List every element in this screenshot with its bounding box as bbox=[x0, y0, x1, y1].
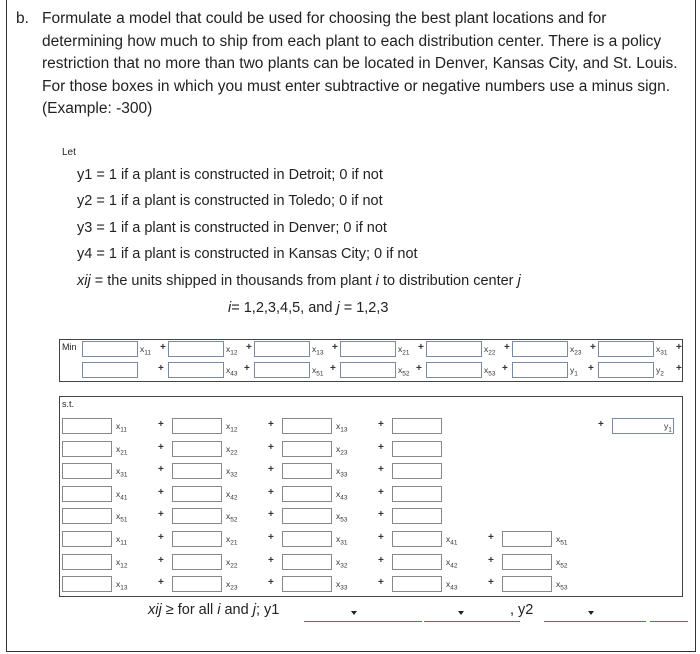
objective-coef-input-x52[interactable] bbox=[340, 362, 396, 378]
plus-sign: + bbox=[418, 342, 424, 353]
constraint-coef-input-5-x51[interactable] bbox=[62, 508, 112, 524]
constraint-coef-input-3-x31[interactable] bbox=[62, 463, 112, 479]
plus-sign: + bbox=[246, 342, 252, 353]
constraint-extra-input-2[interactable] bbox=[392, 441, 442, 457]
constraint-var-x13: $x_{13}$ bbox=[336, 421, 348, 434]
plus-sign: + bbox=[488, 577, 494, 589]
constraint-coef-input-7-x52[interactable] bbox=[502, 554, 552, 570]
grid-line bbox=[59, 339, 683, 340]
plus-sign: + bbox=[676, 363, 682, 374]
plus-sign: + bbox=[504, 342, 510, 353]
objective-var-x12: $x_{12}$ bbox=[226, 344, 238, 357]
objective-var-x53: $x_{53}$ bbox=[484, 365, 496, 378]
plus-sign: + bbox=[488, 532, 494, 543]
grid-line bbox=[59, 396, 683, 397]
constraint-coef-input-6-x51[interactable] bbox=[502, 531, 552, 547]
constraint-coef-input-8-x13[interactable] bbox=[62, 576, 112, 592]
objective-var-y2: $y_2$ bbox=[656, 365, 664, 378]
constraint-coef-input-5-x52[interactable] bbox=[172, 508, 222, 524]
definition-y4: y4 = 1 if a plant is constructed in Kansas City; 0 if not bbox=[77, 246, 418, 262]
objective-var-x23: $x_{23}$ bbox=[570, 344, 582, 357]
constraint-var-x31: $x_{31}$ bbox=[116, 466, 128, 479]
constraint-coef-input-3-x33[interactable] bbox=[282, 463, 332, 479]
plus-sign: + bbox=[378, 441, 384, 453]
constraint-var-y1: $y_1$ bbox=[664, 421, 672, 434]
plus-sign: + bbox=[598, 419, 604, 430]
plus-sign: + bbox=[378, 509, 384, 521]
objective-var-x43: $x_{43}$ bbox=[226, 365, 238, 378]
definition-xij: xij = the units shipped in thousands from plant i to distribution center j bbox=[77, 273, 521, 289]
objective-var-x21: $x_{21}$ bbox=[398, 344, 410, 357]
y1-sign-dropdown[interactable] bbox=[424, 604, 520, 622]
plus-sign: + bbox=[268, 486, 274, 498]
objective-var-x22: $x_{22}$ bbox=[484, 344, 496, 357]
constraint-coef-input-5-x53[interactable] bbox=[282, 508, 332, 524]
chevron-down-icon bbox=[458, 611, 464, 615]
constraint-var-x21: $x_{21}$ bbox=[226, 534, 238, 547]
constraint-var-x33: $x_{33}$ bbox=[336, 466, 348, 479]
constraint-var-x52: $x_{52}$ bbox=[556, 556, 568, 570]
plus-sign: + bbox=[378, 577, 384, 589]
objective-var-x11: $x_{11}$ bbox=[140, 344, 151, 357]
plus-sign: + bbox=[416, 363, 422, 374]
plus-sign: + bbox=[158, 532, 164, 543]
objective-coef-input-x22[interactable] bbox=[426, 341, 482, 357]
objective-var-x52: $x_{52}$ bbox=[398, 365, 410, 378]
grid-line bbox=[682, 339, 683, 382]
question-text: Formulate a model that could be used for choosing the best plant locations and for determining how much to ship from each plant to each distribution center. There is a policy restriction that no more than two plants can be located in Denver, Kansas City, and St. Louis. For those boxes in which you must enter subtractive or negative numbers use a minus sign. (Example: -300) bbox=[42, 10, 678, 117]
plus-sign: + bbox=[158, 441, 164, 453]
constraint-coef-input-2-x22[interactable] bbox=[172, 441, 222, 457]
y2-sign-dropdown[interactable] bbox=[544, 604, 646, 622]
objective-coef-input-x21[interactable] bbox=[340, 341, 396, 357]
constraint-extra-input-3[interactable] bbox=[392, 463, 442, 479]
plus-sign: + bbox=[158, 363, 164, 374]
constraint-var-x42: $x_{42}$ bbox=[226, 488, 238, 502]
objective-coef-input-x11[interactable] bbox=[82, 341, 138, 357]
objective-coef-input-x43[interactable] bbox=[168, 362, 224, 378]
constraint-coef-input-6-x31[interactable] bbox=[282, 531, 332, 547]
constraint-coef-input-6-x11[interactable] bbox=[62, 531, 112, 547]
objective-var-y1: $y_1$ bbox=[570, 365, 578, 378]
objective-var-x31: $x_{31}$ bbox=[656, 344, 668, 357]
constraint-coef-input-7-x32[interactable] bbox=[282, 554, 332, 570]
constraint-var-x22: $x_{22}$ bbox=[226, 556, 238, 570]
objective-coef-input-x51[interactable] bbox=[254, 362, 310, 378]
constraint-var-x53: $x_{53}$ bbox=[336, 511, 348, 525]
plus-sign: + bbox=[158, 486, 164, 498]
constraint-coef-input-4-x42[interactable] bbox=[172, 486, 222, 502]
constraint-extra-input-1[interactable] bbox=[392, 418, 442, 434]
index-ranges: i= 1,2,3,4,5, and j = 1,2,3 bbox=[228, 300, 389, 316]
plus-sign: + bbox=[268, 441, 274, 453]
objective-coef-input-y2[interactable] bbox=[598, 362, 654, 378]
plus-sign: + bbox=[330, 363, 336, 374]
grid-line bbox=[682, 396, 683, 597]
plus-sign: + bbox=[378, 554, 384, 566]
plus-sign: + bbox=[158, 554, 164, 566]
definition-y3: y3 = 1 if a plant is constructed in Denver; 0 if not bbox=[77, 220, 387, 236]
y3-sign-dropdown[interactable] bbox=[650, 604, 688, 622]
plus-sign: + bbox=[378, 419, 384, 430]
plus-sign: + bbox=[488, 554, 494, 566]
constraint-coef-input-8-x43[interactable] bbox=[392, 576, 442, 592]
definition-y2: y2 = 1 if a plant is constructed in Toledo; 0 if not bbox=[77, 193, 383, 209]
objective-coef-input-x13[interactable] bbox=[254, 341, 310, 357]
constraint-var-x23: $x_{23}$ bbox=[226, 579, 238, 592]
let-label: Let bbox=[62, 147, 76, 158]
grid-line bbox=[59, 596, 683, 597]
min-label: Min bbox=[62, 342, 77, 352]
plus-sign: + bbox=[268, 419, 274, 430]
constraint-var-x42: $x_{42}$ bbox=[446, 556, 458, 570]
constraint-var-x32: $x_{32}$ bbox=[226, 466, 238, 479]
constraint-coef-input-4-x41[interactable] bbox=[62, 486, 112, 502]
constraint-coef-input-8-x23[interactable] bbox=[172, 576, 222, 592]
constraint-coef-input-1-x12[interactable] bbox=[172, 418, 222, 434]
plus-sign: + bbox=[378, 464, 384, 476]
constraint-coef-input-4-x43[interactable] bbox=[282, 486, 332, 502]
constraint-var-x11: $x_{11}$ bbox=[116, 534, 127, 547]
grid-line bbox=[59, 339, 60, 382]
constraint-var-x51: $x_{51}$ bbox=[556, 534, 568, 547]
plus-sign: + bbox=[676, 342, 682, 353]
constraint-extra-input-5[interactable] bbox=[392, 508, 442, 524]
constraint-var-x21: $x_{21}$ bbox=[116, 443, 128, 457]
constraint-coef-input-7-x22[interactable] bbox=[172, 554, 222, 570]
constraint-var-x11: $x_{11}$ bbox=[116, 421, 127, 434]
objective-coef-input-x12[interactable] bbox=[168, 341, 224, 357]
objective-var-x51: $x_{51}$ bbox=[312, 365, 324, 378]
objective-coef-input-x23[interactable] bbox=[512, 341, 568, 357]
plus-sign: + bbox=[378, 532, 384, 543]
grid-line bbox=[59, 396, 60, 597]
constraint-coef-input-8-x53[interactable] bbox=[502, 576, 552, 592]
objective-coef-input-x31[interactable] bbox=[598, 341, 654, 357]
constraint-var-x43: $x_{43}$ bbox=[336, 488, 348, 502]
chevron-down-icon bbox=[351, 611, 357, 615]
constraint-coef-input-7-x12[interactable] bbox=[62, 554, 112, 570]
question-label: b. bbox=[16, 10, 29, 27]
constraint-coef-input-6-x41[interactable] bbox=[392, 531, 442, 547]
plus-sign: + bbox=[160, 342, 166, 353]
plus-sign: + bbox=[378, 486, 384, 498]
constraint-coef-input-8-x33[interactable] bbox=[282, 576, 332, 592]
plus-sign: + bbox=[244, 363, 250, 374]
plus-sign: + bbox=[588, 363, 594, 374]
plus-sign: + bbox=[268, 554, 274, 566]
plus-sign: + bbox=[158, 419, 164, 430]
plus-sign: + bbox=[332, 342, 338, 353]
objective-coef-input-row2-start[interactable] bbox=[82, 362, 138, 378]
plus-sign: + bbox=[502, 363, 508, 374]
chevron-down-icon bbox=[588, 611, 594, 615]
constraint-coef-input-6-x21[interactable] bbox=[172, 531, 222, 547]
constraint-var-x12: $x_{12}$ bbox=[116, 556, 128, 570]
xij-sign-dropdown[interactable] bbox=[304, 604, 422, 622]
plus-sign: + bbox=[268, 577, 274, 589]
plus-sign: + bbox=[158, 577, 164, 589]
constraint-var-x13: $x_{13}$ bbox=[116, 579, 128, 592]
plus-sign: + bbox=[268, 509, 274, 521]
plus-sign: + bbox=[268, 532, 274, 543]
plus-sign: + bbox=[158, 464, 164, 476]
y2-label: , y2 bbox=[510, 602, 534, 618]
constraint-var-x43: $x_{43}$ bbox=[446, 579, 458, 592]
constraint-var-x23: $x_{23}$ bbox=[336, 443, 348, 457]
constraint-var-x41: $x_{41}$ bbox=[446, 534, 458, 547]
constraint-var-x12: $x_{12}$ bbox=[226, 421, 238, 434]
grid-line bbox=[59, 381, 683, 382]
constraint-var-x52: $x_{52}$ bbox=[226, 511, 238, 525]
constraint-var-x51: $x_{51}$ bbox=[116, 511, 128, 525]
st-label: s.t. bbox=[62, 399, 75, 409]
objective-coef-input-x53[interactable] bbox=[426, 362, 482, 378]
definition-y1: y1 = 1 if a plant is constructed in Detroit; 0 if not bbox=[77, 167, 383, 183]
plus-sign: + bbox=[268, 464, 274, 476]
nonnegativity-line: xij ≥ for all i and j; y1 bbox=[148, 602, 280, 618]
objective-coef-input-y1[interactable] bbox=[512, 362, 568, 378]
constraint-var-x32: $x_{32}$ bbox=[336, 556, 348, 570]
constraint-coef-input-1-x13[interactable] bbox=[282, 418, 332, 434]
constraint-coef-input-2-x21[interactable] bbox=[62, 441, 112, 457]
constraint-coef-input-2-x23[interactable] bbox=[282, 441, 332, 457]
constraint-coef-input-1-x11[interactable] bbox=[62, 418, 112, 434]
plus-sign: + bbox=[590, 342, 596, 353]
constraint-var-x53: $x_{53}$ bbox=[556, 579, 568, 592]
constraint-var-x31: $x_{31}$ bbox=[336, 534, 348, 547]
constraint-var-x41: $x_{41}$ bbox=[116, 488, 128, 502]
plus-sign: + bbox=[158, 509, 164, 521]
constraint-extra-input-4[interactable] bbox=[392, 486, 442, 502]
constraint-var-x33: $x_{33}$ bbox=[336, 579, 348, 592]
constraint-coef-input-7-x42[interactable] bbox=[392, 554, 442, 570]
objective-var-x13: $x_{13}$ bbox=[312, 344, 324, 357]
constraint-coef-input-3-x32[interactable] bbox=[172, 463, 222, 479]
constraint-var-x22: $x_{22}$ bbox=[226, 443, 238, 457]
